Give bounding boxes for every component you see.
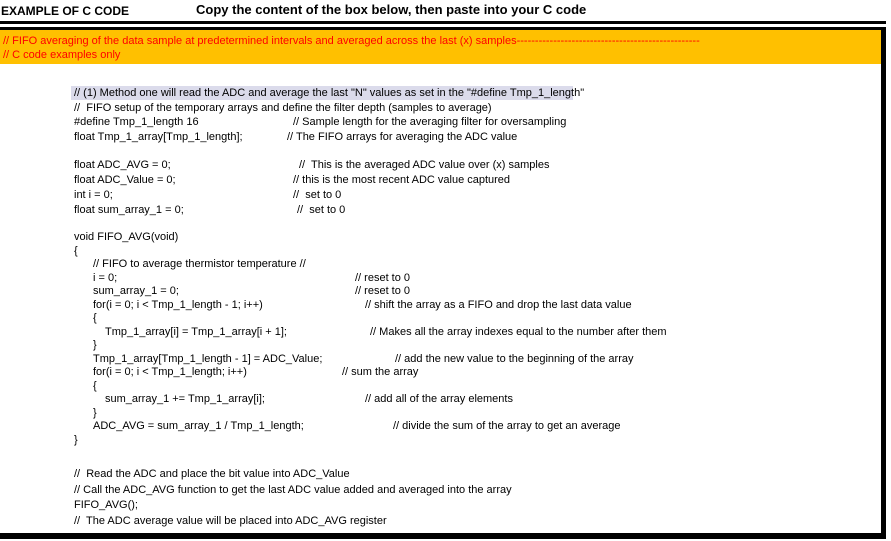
code-text: { bbox=[93, 312, 97, 324]
code-line bbox=[0, 101, 881, 116]
code-comment: // add all of the array elements bbox=[365, 393, 513, 405]
code-lines bbox=[0, 30, 881, 533]
code-line bbox=[0, 245, 881, 259]
page-title: EXAMPLE OF C CODE bbox=[1, 4, 130, 18]
code-comment: // sum the array bbox=[342, 366, 419, 378]
code-text: Tmp_1_array[i] = Tmp_1_array[i + 1]; bbox=[105, 325, 287, 338]
code-comment: // add the new value to the beginning of the array bbox=[395, 352, 634, 365]
code-line bbox=[0, 272, 881, 286]
code-box bbox=[0, 27, 886, 539]
code-line bbox=[0, 158, 881, 173]
code-text: } bbox=[74, 433, 78, 446]
code-text: i = 0; bbox=[93, 271, 118, 284]
code-text: ADC_AVG = sum_array_1 / Tmp_1_length; bbox=[93, 420, 304, 432]
banner-line-2: // C code examples only bbox=[3, 49, 121, 61]
code-text: sum_array_1 += Tmp_1_array[i]; bbox=[105, 393, 265, 405]
code-text: // FIFO setup of the temporary arrays and define the filter depth (samples to average) bbox=[74, 101, 492, 114]
code-text: } bbox=[93, 406, 97, 419]
instruction-heading: Copy the content of the box below, then paste into your C code bbox=[196, 2, 587, 17]
code-text: float sum_array_1 = 0; bbox=[74, 204, 184, 216]
code-line bbox=[0, 312, 881, 326]
code-line bbox=[0, 380, 881, 394]
code-line bbox=[0, 366, 881, 380]
code-comment: // Makes all the array indexes equal to the number after them bbox=[370, 325, 667, 338]
code-comment: // shift the array as a FIFO and drop the last data value bbox=[365, 298, 632, 311]
code-line bbox=[0, 203, 881, 218]
code-line bbox=[0, 467, 881, 483]
code-text: // (1) Method one will read the ADC and average the last "N" values as set in the "#define Tmp_1_length" bbox=[74, 87, 585, 99]
code-comment: // set to 0 bbox=[297, 204, 346, 216]
code-line bbox=[0, 231, 881, 245]
code-text: float ADC_Value = 0; bbox=[74, 174, 176, 186]
code-comment: // reset to 0 bbox=[355, 271, 411, 284]
code-line bbox=[0, 173, 881, 188]
code-text: for(i = 0; i < Tmp_1_length; i++) bbox=[93, 366, 247, 378]
code-text: Tmp_1_array[Tmp_1_length - 1] = ADC_Value; bbox=[93, 352, 323, 365]
code-text: // Call the ADC_AVG function to get the last ADC value added and averaged into the array bbox=[74, 483, 512, 496]
code-line bbox=[0, 393, 881, 407]
code-section bbox=[0, 231, 881, 447]
code-comment: // This is the averaged ADC value over (x) samples bbox=[299, 159, 550, 171]
code-section bbox=[0, 86, 881, 144]
code-line bbox=[0, 498, 881, 514]
banner-line-1: // FIFO averaging of the data sample at predetermined intervals and averaged across the last (x) samples-------------------------------------------------- bbox=[3, 35, 700, 47]
code-line bbox=[0, 434, 881, 448]
code-line bbox=[0, 420, 881, 434]
code-text: } bbox=[93, 339, 97, 351]
code-text: #define Tmp_1_length 16 bbox=[74, 116, 199, 128]
code-line bbox=[0, 258, 881, 272]
code-line bbox=[0, 353, 881, 367]
code-comment: // divide the sum of the array to get an average bbox=[393, 420, 621, 432]
code-text: float Tmp_1_array[Tmp_1_length]; bbox=[74, 130, 243, 143]
code-line bbox=[0, 130, 881, 145]
code-text: int i = 0; bbox=[74, 189, 113, 201]
code-line bbox=[0, 407, 881, 421]
code-text: { bbox=[93, 379, 97, 392]
code-section bbox=[0, 467, 881, 529]
code-line bbox=[0, 188, 881, 203]
code-comment: // this is the most recent ADC value captured bbox=[293, 174, 511, 186]
code-section bbox=[0, 158, 881, 218]
code-text: for(i = 0; i < Tmp_1_length - 1; i++) bbox=[93, 298, 263, 311]
code-text: // Read the ADC and place the bit value into ADC_Value bbox=[74, 468, 350, 480]
code-comment: // The FIFO arrays for averaging the ADC value bbox=[287, 130, 518, 143]
code-line bbox=[0, 115, 881, 130]
code-comment: // reset to 0 bbox=[355, 285, 411, 297]
code-text: sum_array_1 = 0; bbox=[93, 285, 179, 297]
code-line bbox=[0, 285, 881, 299]
code-line bbox=[0, 299, 881, 313]
code-comment: // set to 0 bbox=[293, 189, 342, 201]
code-line bbox=[0, 339, 881, 353]
code-text: { bbox=[74, 244, 78, 257]
header-underline bbox=[0, 21, 886, 24]
code-text: void FIFO_AVG(void) bbox=[74, 231, 179, 243]
code-line bbox=[0, 483, 881, 499]
code-text: FIFO_AVG(); bbox=[74, 499, 138, 511]
code-comment: // Sample length for the averaging filter for oversampling bbox=[293, 116, 567, 128]
code-text: // The ADC average value will be placed into ADC_AVG register bbox=[74, 514, 387, 527]
code-line bbox=[0, 514, 881, 530]
code-text: float ADC_AVG = 0; bbox=[74, 159, 171, 171]
code-line bbox=[0, 86, 881, 101]
code-text: // FIFO to average thermistor temperature // bbox=[93, 258, 306, 270]
code-line bbox=[0, 326, 881, 340]
